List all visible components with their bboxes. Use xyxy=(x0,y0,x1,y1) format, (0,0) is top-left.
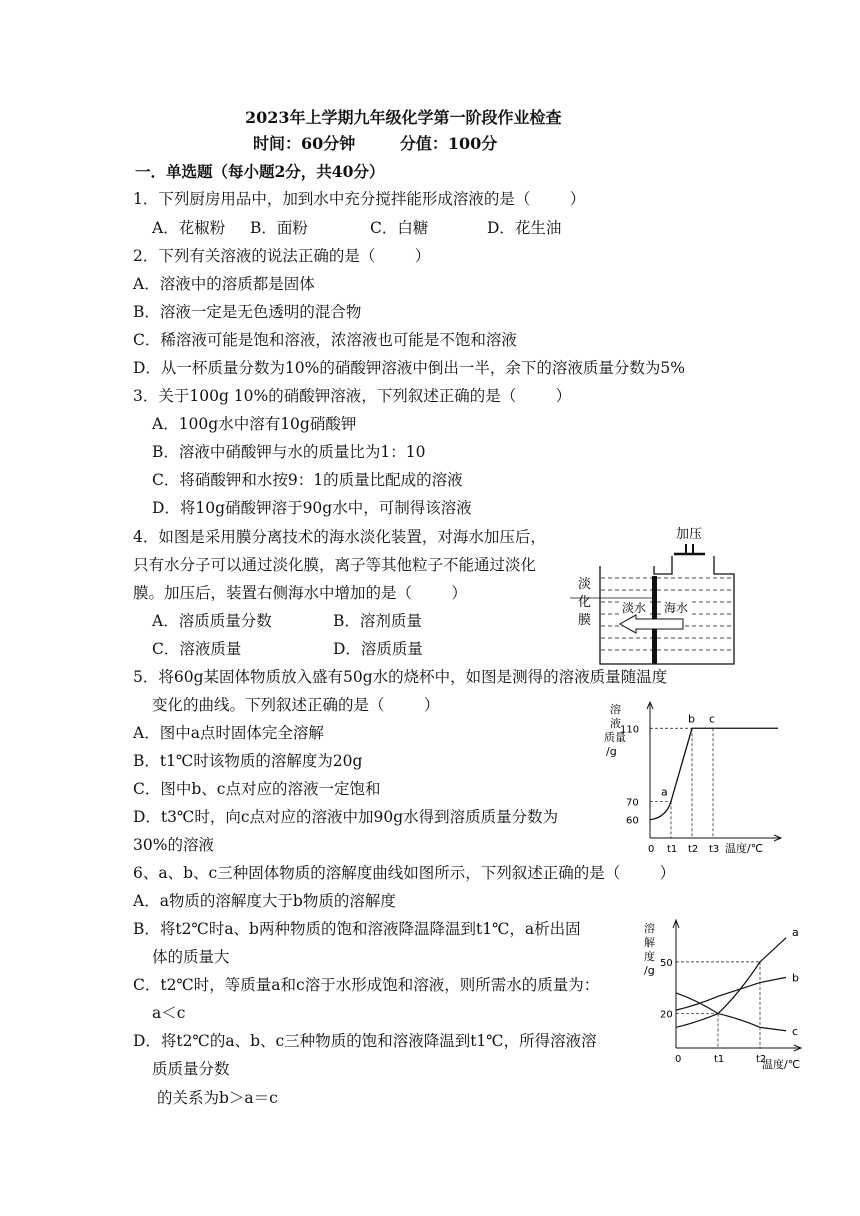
q4-stem-line-1: 4．如图是采用膜分离技术的海水淡化装置，对海水加压后， xyxy=(133,528,546,546)
exam-meta: 时间：60分钟 分值：100分 xyxy=(253,134,498,153)
chart1-point-label-b: b xyxy=(688,712,695,726)
solubility-chart xyxy=(640,916,815,1076)
q3-stem: 3．关于100g 10%的硝酸钾溶液，下列叙述正确的是（ ） xyxy=(133,387,572,405)
chart1-point-label-a: a xyxy=(661,785,668,799)
q6-option-d-cont-2: 的关系为b＞a＝c xyxy=(157,1089,278,1107)
q6-option-a: A．a物质的溶解度大于b物质的溶解度 xyxy=(133,892,396,910)
chart1-curve xyxy=(650,728,778,819)
chart1-ytick-60: 60 xyxy=(626,815,639,827)
q2-option-c: C．稀溶液可能是饱和溶液，浓溶液也可能是不饱和溶液 xyxy=(133,331,517,349)
chart2-ytick-50: 50 xyxy=(660,957,673,969)
chart2-ylabel-1: 溶 xyxy=(644,922,655,935)
chart1-ytick-70: 70 xyxy=(626,797,639,809)
q4-stem-line-3: 膜。加压后，装置右侧海水中增加的是（ ） xyxy=(133,584,467,602)
chart2-curve-c xyxy=(676,993,786,1031)
fresh-water-label: 淡水 xyxy=(622,601,647,615)
q3-option-b: B．溶液中硝酸钾与水的质量比为1：10 xyxy=(152,443,426,461)
q1-option-c: C．白糖 xyxy=(370,219,429,237)
q1-option-b: B．面粉 xyxy=(250,219,308,237)
chart1-ylabel-1: 溶 xyxy=(610,703,621,716)
chart2-series-label-c: c xyxy=(792,1024,799,1038)
chart2-ylabel-2: 解 xyxy=(644,936,655,949)
chart2-ytick-20: 20 xyxy=(660,1009,673,1021)
q6-option-b-cont: 体的质量大 xyxy=(152,948,230,966)
q4-stem-line-2: 只有水分子可以通过淡化膜，离子等其他粒子不能通过淡化 xyxy=(133,556,537,574)
q2-stem: 2．下列有关溶液的说法正确的是（ ） xyxy=(133,247,431,265)
q3-option-d: D．将10g硝酸钾溶于90g水中，可制得该溶液 xyxy=(152,499,472,517)
q4-option-a: A．溶质质量分数 xyxy=(152,612,272,630)
chart2-ylabel-4: /g xyxy=(644,964,655,977)
q5-option-a: A．图中a点时固体完全溶解 xyxy=(133,724,324,742)
chart1-ylabel-4: /g xyxy=(606,745,617,758)
q5-option-d: D．t3℃时，向c点对应的溶液中加90g水得到溶质质量分数为 xyxy=(133,808,559,826)
chart1-xtick-t2: t2 xyxy=(688,844,699,855)
q6-option-d-cont: 质质量分数 xyxy=(152,1060,230,1078)
q5-option-b: B．t1℃时该物质的溶解度为20g xyxy=(133,752,363,770)
chart1-point-label-c: c xyxy=(709,712,716,726)
q2-option-d: D．从一杯质量分数为10%的硝酸钾溶液中倒出一半，余下的溶液质量分数为5% xyxy=(133,359,685,377)
q3-option-a: A．100g水中溶有10g硝酸钾 xyxy=(152,415,357,433)
q6-option-d: D．将t2℃的a、b、c三种物质的饱和溶液降温到t1℃，所得溶液溶 xyxy=(133,1032,597,1050)
membrane-label-3: 膜 xyxy=(578,613,592,628)
flow-arrow xyxy=(620,615,683,633)
q1-stem: 1．下列厨房用品中，加到水中充分搅拌能形成溶液的是（ ） xyxy=(133,190,586,208)
q4-option-c: C．溶液质量 xyxy=(152,640,242,658)
q1-option-a: A．花椒粉 xyxy=(152,219,226,237)
chart1-xtick-0: 0 xyxy=(648,844,655,855)
q5-stem-line-2: 变化的曲线。下列叙述正确的是（ ） xyxy=(152,696,440,714)
chart1-ylabel-3: 质量 xyxy=(604,731,626,744)
seawater-label: 海水 xyxy=(664,601,689,615)
page-title: 2023年上学期九年级化学第一阶段作业检查 xyxy=(245,108,562,127)
chart1-ytick-110: 110 xyxy=(620,724,640,736)
q6-stem: 6、a、b、c三种固体物质的溶解度曲线如图所示，下列叙述正确的是（ ） xyxy=(133,864,676,882)
membrane-label-2: 化 xyxy=(578,595,592,610)
chart2-series-label-b: b xyxy=(792,971,799,985)
chart2-xtick-0: 0 xyxy=(675,1054,682,1065)
q6-option-c: C．t2℃时，等质量a和c溶于水形成饱和溶液，则所需水的质量为： xyxy=(133,976,600,994)
membrane-label-1: 淡 xyxy=(578,577,592,592)
solution-mass-chart xyxy=(600,698,790,858)
chart2-xtick-t2: t2 xyxy=(756,1054,767,1065)
q4-option-b: B．溶剂质量 xyxy=(333,612,422,630)
section-heading: 一．单选题（每小题2分，共40分） xyxy=(135,162,385,181)
q4-option-d: D．溶质质量 xyxy=(333,640,423,658)
chart1-xtick-t3: t3 xyxy=(709,844,720,855)
q1-option-d: D．花生油 xyxy=(487,219,562,237)
desalination-figure xyxy=(570,518,750,670)
q5-option-c: C．图中b、c点对应的溶液一定饱和 xyxy=(133,780,381,798)
chart1-xlabel: 温度/℃ xyxy=(725,842,764,855)
chart2-xlabel: 温度/℃ xyxy=(762,1058,801,1071)
chart2-curve-b xyxy=(676,977,786,1010)
q5-option-d-cont: 30%的溶液 xyxy=(133,836,214,854)
chart1-ylabel-2: 液 xyxy=(610,717,621,730)
q5-stem-line-1: 5．将60g某固体物质放入盛有50g水的烧杯中，如图是测得的溶液质量随温度 xyxy=(133,668,668,686)
q6-option-c-cont: a＜c xyxy=(152,1004,186,1022)
q2-option-a: A．溶液中的溶质都是固体 xyxy=(133,275,315,293)
q6-option-b: B．将t2℃时a、b两种物质的饱和溶液降温降温到t1℃，a析出固 xyxy=(133,920,581,938)
chart1-xtick-t1: t1 xyxy=(667,844,678,855)
pressure-label: 加压 xyxy=(676,527,703,542)
q2-option-b: B．溶液一定是无色透明的混合物 xyxy=(133,303,362,321)
q3-option-c: C．将硝酸钾和水按9：1的质量比配成的溶液 xyxy=(152,471,463,489)
chart2-series-label-a: a xyxy=(792,925,799,939)
chart2-ylabel-3: 度 xyxy=(644,950,655,963)
chart2-xtick-t1: t1 xyxy=(714,1054,725,1065)
